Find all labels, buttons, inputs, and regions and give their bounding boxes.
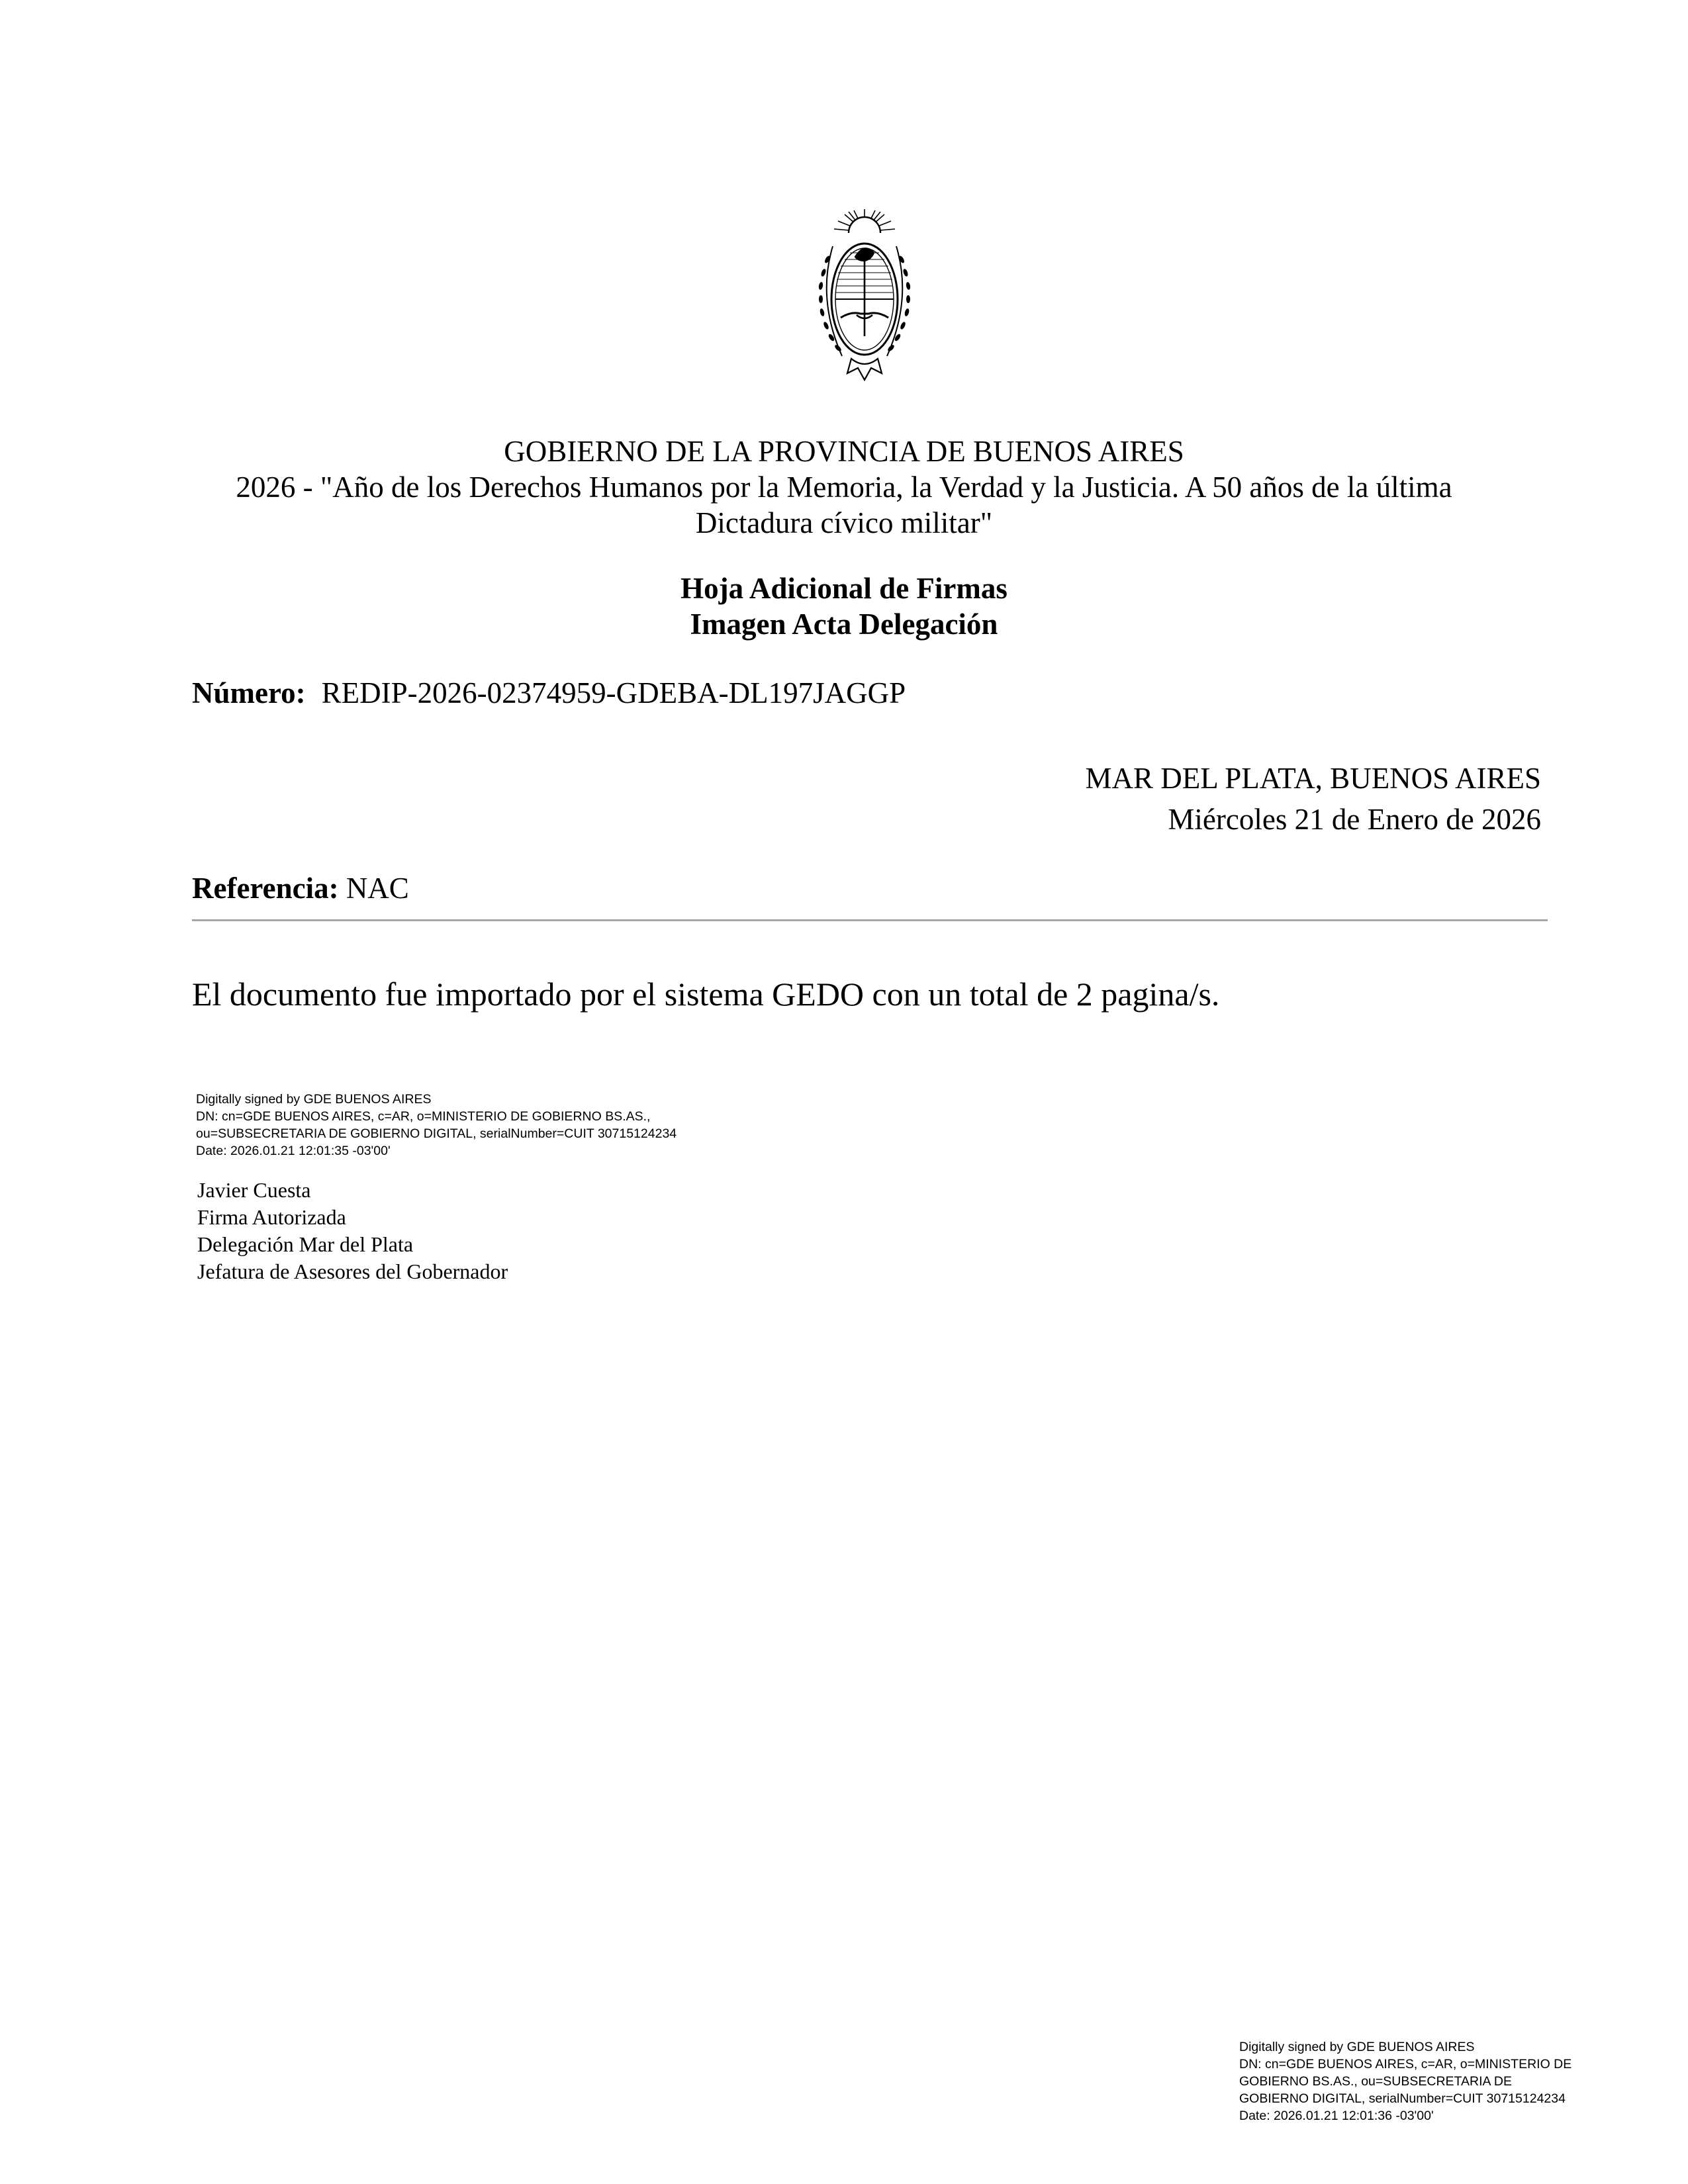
document-title: Hoja Adicional de Firmas	[680, 572, 1008, 605]
numero-label: Número:	[192, 676, 306, 709]
signer-department: Jefatura de Asesores del Gobernador	[197, 1259, 508, 1283]
signer-role: Firma Autorizada	[197, 1205, 346, 1229]
document-header	[159, 433, 1529, 541]
signature-line: DN: cn=GDE BUENOS AIRES, c=AR, o=MINISTERIO DE GOBIERNO BS.AS.,	[196, 1109, 651, 1124]
footer-signature-line: DN: cn=GDE BUENOS AIRES, c=AR, o=MINISTERIO DE	[1239, 2057, 1572, 2071]
referencia-value: NAC	[346, 872, 409, 905]
document-body: El documento fue importado por el sistema GEDO con un total de 2 pagina/s.	[192, 976, 1220, 1013]
footer-signature-line: GOBIERNO BS.AS., ou=SUBSECRETARIA DE	[1239, 2074, 1512, 2089]
signer-info	[197, 1177, 508, 1285]
government-name: GOBIERNO DE LA PROVINCIA DE BUENOS AIRES	[504, 435, 1184, 468]
document-title-block	[490, 570, 1198, 642]
document-subtitle: Imagen Acta Delegación	[690, 608, 998, 641]
footer-signature-line: Date: 2026.01.21 12:01:36 -03'00'	[1239, 2109, 1434, 2123]
referencia-label: Referencia:	[192, 872, 339, 905]
document-location: MAR DEL PLATA, BUENOS AIRES	[1085, 762, 1541, 795]
signer-name: Javier Cuesta	[197, 1178, 311, 1202]
argentine-coat-of-arms-icon	[808, 206, 921, 384]
document-reference	[192, 870, 409, 906]
numero-value: REDIP-2026-02374959-GDEBA-DL197JAGGP	[321, 676, 906, 709]
divider	[192, 919, 1548, 921]
place-and-date	[1085, 758, 1541, 840]
official-motto-line2: Dictadura cívico militar"	[695, 506, 993, 539]
signature-line: ou=SUBSECRETARIA DE GOBIERNO DIGITAL, serialNumber=CUIT 30715124234	[196, 1126, 677, 1141]
signer-office: Delegación Mar del Plata	[197, 1232, 414, 1256]
signature-line: Date: 2026.01.21 12:01:35 -03'00'	[196, 1144, 391, 1158]
official-motto-line1: 2026 - "Año de los Derechos Humanos por la Memoria, la Verdad y la Justicia. A 50 años de la última	[236, 471, 1452, 504]
digital-signature-block	[196, 1091, 677, 1160]
footer-signature-line: GOBIERNO DIGITAL, serialNumber=CUIT 30715124234	[1239, 2091, 1566, 2106]
footer-signature-line: Digitally signed by GDE BUENOS AIRES	[1239, 2040, 1475, 2054]
footer-digital-signature	[1239, 2038, 1572, 2124]
document-date: Miércoles 21 de Enero de 2026	[1168, 803, 1541, 836]
document-number	[192, 675, 906, 711]
signature-line: Digitally signed by GDE BUENOS AIRES	[196, 1092, 432, 1107]
